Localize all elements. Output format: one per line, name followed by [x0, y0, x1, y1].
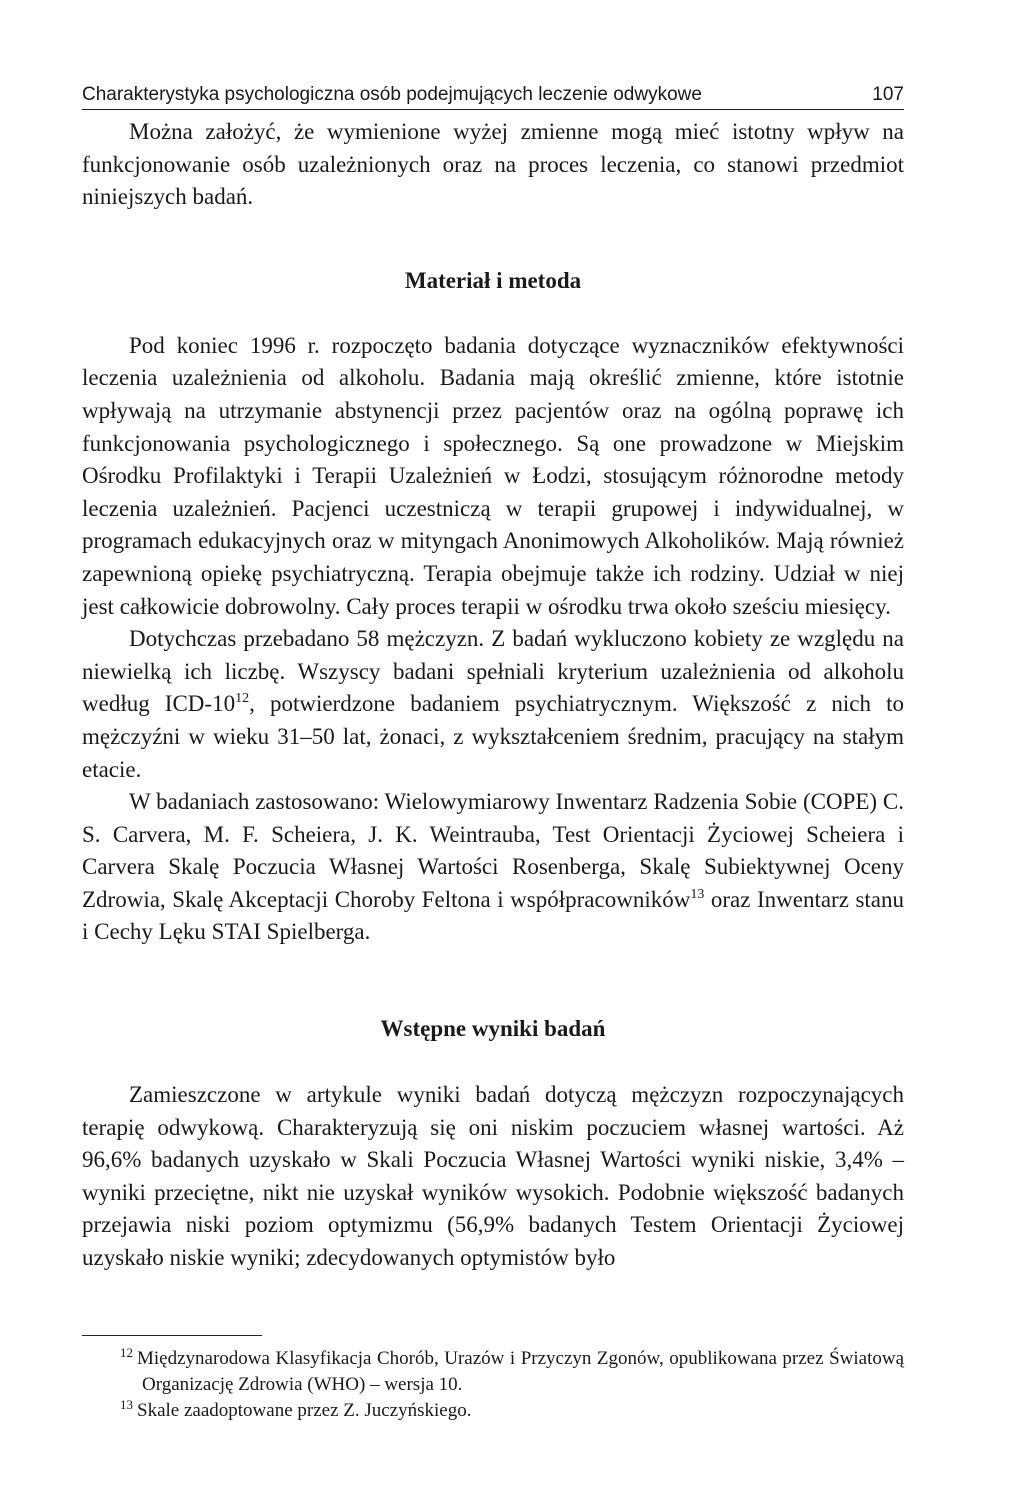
footnote-mark: 12	[120, 1344, 133, 1360]
material-paragraph-3	[82, 786, 904, 949]
book-page	[82, 84, 904, 1424]
material-paragraph-1: Pod koniec 1996 r. rozpoczęto badania dotyczące wyznaczników efektywności leczenia uzależnienia od alkoholu. Badania mają określić zmienne, które istotnie wpływają na utrzymanie abstynencji przez pacjentów oraz na ogólną poprawę ich funkcjonowania psychologicznego i społecznego. Są one prowadzone w Miejskim Ośrodku Profilaktyki i Terapii Uzależnień w Łodzi, stosującym różnorodne metody leczenia uzależnień. Pacjenci uczestniczą w terapii grupowej i indywidualnej, w programach edukacyjnych oraz w mityngach Anonimowych Alkoholików. Mają również zapewnioną opiekę psychiatryczną. Terapia obejmuje także ich rodziny. Udział w niej jest całkowicie dobrowolny. Cały proces terapii w ośrodku trwa około sześciu miesięcy.	[82, 332, 904, 619]
material-paragraph-3-text-b: oraz Inwentarz stanu i Cechy Lęku STAI Spielberga.	[82, 886, 904, 945]
material-paragraph-3-text-a: W badaniach zastosowano: Wielowymiarowy Inwentarz Radzenia Sobie (COPE) C. S. Carvera, M. F. Scheiera, J. K. Weintrauba, Test Orientacji Życiowej Scheiera i Carvera Skalę Poczucia Własnej Wartości Rosenberga, Skalę Subiektywnej Oceny Zdrowia, Skalę Akceptacji Choroby Feltona i współpracowników	[82, 789, 904, 912]
footnote-divider	[82, 1335, 262, 1336]
material-paragraph-2-text-a: Dotychczas przebadano 58 mężczyzn. Z badań wykluczono kobiety ze względu na niewielką ich liczbę. Wszyscy badani spełniali kryterium uzależnienia od alkoholu według ICD-10	[82, 626, 904, 717]
footnote-text: Międzynarodowa Klasyfikacja Chorób, Urazów i Przyczyn Zgonów, opublikowana przez Światową Organizację Zdrowia (WHO) – wersja 10.	[137, 1347, 904, 1395]
material-paragraph-2	[82, 623, 904, 786]
footnote-mark: 13	[120, 1396, 133, 1412]
running-title: Charakterystyka psychologiczna osób podejmujących leczenie odwykowe	[82, 84, 702, 105]
footnote-ref-13: 13	[690, 886, 705, 902]
results-paragraph-1: Zamieszczone w artykule wyniki badań dotyczą mężczyzn rozpoczynających terapię odwykową. Charakteryzują się oni niskim poczuciem własnej wartości. Aż 96,6% badanych uzyskało w Skali Poczucia Własnej Wartości wyniki niskie, 3,4% – wyniki przeciętne, nikt nie uzyskał wyników wysokich. Podobnie większość badanych przejawia niski poziom optymizmu (56,9% badanych Testem Orientacji Życiowej uzyskało niskie wyniki; zdecydowanych optymistów było	[82, 1082, 904, 1271]
footnote-12	[82, 1346, 904, 1398]
intro-paragraph: Można założyć, że wymienione wyżej zmienne mogą mieć istotny wpływ na funkcjonowanie osób uzależnionych oraz na proces leczenia, co stanowi przedmiot niniejszych badań.	[82, 119, 904, 210]
section-heading-results: Wstępne wyniki badań	[380, 1016, 606, 1042]
section-heading-material: Materiał i metoda	[404, 267, 582, 293]
page-number: 107	[872, 84, 904, 105]
footnote-13	[82, 1398, 904, 1424]
footnotes	[82, 1346, 904, 1424]
main-text	[82, 116, 904, 1275]
footnote-text: Skale zaadoptowane przez Z. Juczyńskiego.	[137, 1399, 472, 1421]
running-header	[82, 84, 904, 110]
footnote-ref-12: 12	[235, 691, 250, 707]
material-paragraph-2-text-b: , potwierdzone badaniem psychiatrycznym. Większość z nich to mężczyźni w wieku 31–50 lat, żonaci, z wykształceniem średnim, pracujący na stałym etacie.	[82, 691, 904, 782]
